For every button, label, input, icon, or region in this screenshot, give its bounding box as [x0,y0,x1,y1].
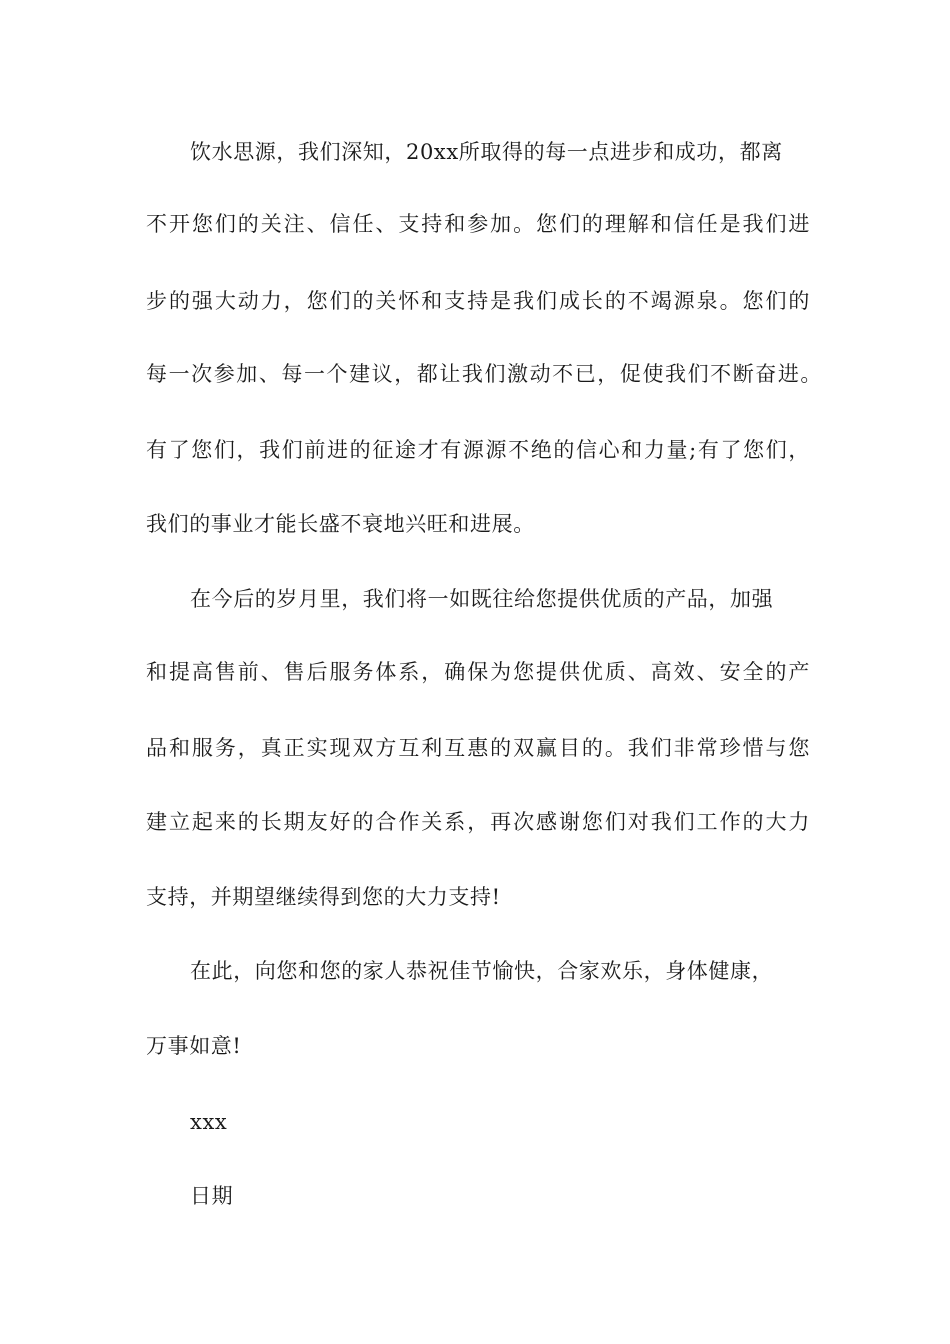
paragraph-2-line-5: 支持，并期望继续得到您的大力支持! [146,885,501,909]
paragraph-2-line-3: 品和服务，真正实现双方互利互惠的双赢目的。我们非常珍惜与您 [146,736,810,760]
paragraph-1-line-3: 步的强大动力，您们的关怀和支持是我们成长的不竭源泉。您们的 [146,289,810,313]
paragraph-1-line-1: 饮水思源，我们深知，20xx所取得的每一点进步和成功，都离 [190,140,783,164]
paragraph-2-line-1: 在今后的岁月里，我们将一如既往给您提供优质的产品，加强 [190,587,774,611]
paragraph-1-line-5: 有了您们，我们前进的征途才有源源不绝的信心和力量;有了您们， [146,438,810,462]
paragraph-2-line-2: 和提高售前、售后服务体系，确保为您提供优质、高效、安全的产 [146,660,810,684]
paragraph-3-line-2: 万事如意! [146,1034,242,1058]
paragraph-1-line-2: 不开您们的关注、信任、支持和参加。您们的理解和信任是我们进 [146,212,810,236]
paragraph-3-line-1: 在此，向您和您的家人恭祝佳节愉快，合家欢乐，身体健康， [190,959,774,983]
paragraph-2-line-4: 建立起来的长期友好的合作关系，再次感谢您们对我们工作的大力 [146,810,810,834]
paragraph-1-line-6: 我们的事业才能长盛不衰地兴旺和进展。 [146,512,535,536]
paragraph-1-line-4: 每一次参加、每一个建议，都让我们激动不已，促使我们不断奋进。 [146,362,822,386]
signature-date: 日期 [190,1184,234,1208]
signature-name: xxx [190,1110,228,1134]
